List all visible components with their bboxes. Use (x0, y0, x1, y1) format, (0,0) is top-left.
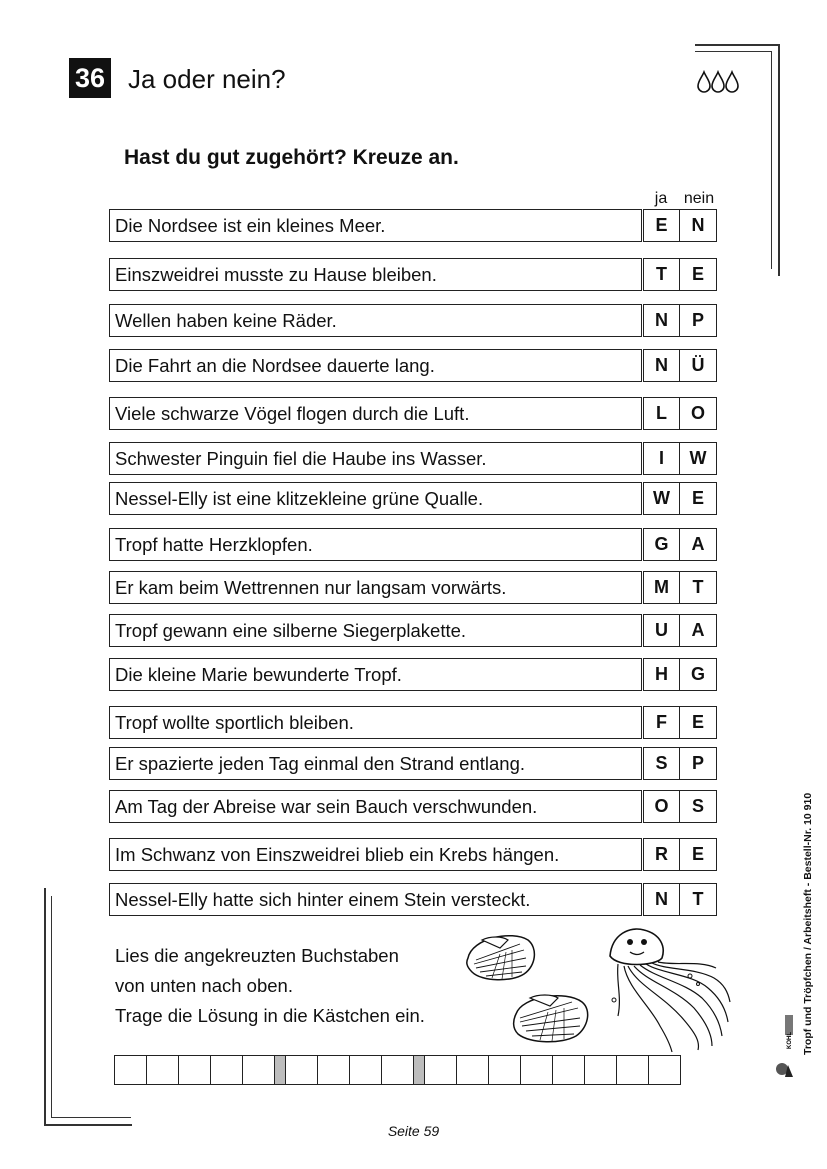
solution-box[interactable] (520, 1055, 553, 1085)
frame-line (695, 44, 779, 46)
answer-box-nein[interactable]: E (680, 706, 717, 739)
question-row (109, 790, 718, 823)
question-text: Die Nordsee ist ein kleines Meer. (109, 209, 642, 242)
solution-box[interactable] (349, 1055, 382, 1085)
question-row (109, 571, 718, 604)
question-row (109, 706, 718, 739)
solution-box[interactable] (424, 1055, 457, 1085)
answer-box-nein[interactable]: G (680, 658, 717, 691)
shell-icon (462, 930, 540, 984)
solution-box[interactable] (317, 1055, 350, 1085)
question-row (109, 482, 718, 515)
answer-box-nein[interactable]: T (680, 571, 717, 604)
question-text: Die Fahrt an die Nordsee dauerte lang. (109, 349, 642, 382)
frame-line (51, 1117, 131, 1118)
question-text: Am Tag der Abreise war sein Bauch verschwunden. (109, 790, 642, 823)
drops-icon (697, 70, 741, 94)
answer-box-nein[interactable]: T (680, 883, 717, 916)
answer-box-nein[interactable]: O (680, 397, 717, 430)
jellyfish-icon (604, 926, 734, 1054)
answer-box-ja[interactable]: T (643, 258, 680, 291)
answer-box-ja[interactable]: N (643, 304, 680, 337)
answer-box-nein[interactable]: Ü (680, 349, 717, 382)
shell-icon (508, 990, 594, 1046)
solution-box[interactable] (242, 1055, 275, 1085)
question-row (109, 349, 718, 382)
column-header-nein: nein (683, 190, 715, 207)
answer-box-ja[interactable]: I (643, 442, 680, 475)
solution-box[interactable] (381, 1055, 414, 1085)
question-text: Schwester Pinguin fiel die Haube ins Wasser. (109, 442, 642, 475)
question-text: Nessel-Elly hatte sich hinter einem Stein versteckt. (109, 883, 642, 916)
question-text: Tropf wollte sportlich bleiben. (109, 706, 642, 739)
frame-line (51, 896, 52, 1118)
exercise-number-badge: 36 (69, 58, 111, 98)
answer-box-ja[interactable]: S (643, 747, 680, 780)
answer-box-ja[interactable]: L (643, 397, 680, 430)
question-row (109, 209, 718, 242)
answer-box-nein[interactable]: A (680, 614, 717, 647)
answer-box-ja[interactable]: O (643, 790, 680, 823)
question-text: Tropf hatte Herzklopfen. (109, 528, 642, 561)
solution-box[interactable] (210, 1055, 243, 1085)
answer-box-ja[interactable]: F (643, 706, 680, 739)
svg-text:KOHL: KOHL (787, 1032, 793, 1049)
answer-box-nein[interactable]: A (680, 528, 717, 561)
solution-box[interactable] (648, 1055, 681, 1085)
answer-box-nein[interactable]: P (680, 747, 717, 780)
question-text: Die kleine Marie bewunderte Tropf. (109, 658, 642, 691)
frame-line (695, 51, 771, 52)
question-row (109, 304, 718, 337)
question-text: Wellen haben keine Räder. (109, 304, 642, 337)
question-text: Er kam beim Wettrennen nur langsam vorwärts. (109, 571, 642, 604)
task-line: Lies die angekreuzten Buchstaben (115, 945, 399, 966)
question-row (109, 747, 718, 780)
instruction-text: Hast du gut zugehört? Kreuze an. (124, 146, 459, 169)
solution-box[interactable] (285, 1055, 318, 1085)
solution-box[interactable] (488, 1055, 521, 1085)
page-number: Seite 59 (387, 1123, 440, 1139)
answer-box-ja[interactable]: E (643, 209, 680, 242)
answer-box-ja[interactable]: M (643, 571, 680, 604)
question-row (109, 258, 718, 291)
question-row (109, 658, 718, 691)
question-text: Tropf gewann eine silberne Siegerplakette. (109, 614, 642, 647)
solution-box[interactable] (146, 1055, 179, 1085)
solution-box[interactable] (456, 1055, 489, 1085)
question-row (109, 838, 718, 871)
question-text: Er spazierte jeden Tag einmal den Strand entlang. (109, 747, 642, 780)
answer-box-nein[interactable]: E (680, 482, 717, 515)
column-header-ja: ja (654, 190, 668, 207)
side-publisher-text: Tropf und Tröpfchen / Arbeitsheft - Bestell-Nr. 10 910 (802, 792, 814, 1055)
frame-line (778, 44, 780, 276)
task-line: von unten nach oben. (115, 975, 293, 996)
question-row (109, 614, 718, 647)
question-text: Viele schwarze Vögel flogen durch die Luft. (109, 397, 642, 430)
answer-box-nein[interactable]: E (680, 838, 717, 871)
question-row (109, 397, 718, 430)
question-row (109, 883, 718, 916)
solution-box[interactable] (552, 1055, 585, 1085)
answer-box-nein[interactable]: S (680, 790, 717, 823)
answer-box-ja[interactable]: W (643, 482, 680, 515)
answer-box-nein[interactable]: P (680, 304, 717, 337)
question-text: Nessel-Elly ist eine klitzekleine grüne Qualle. (109, 482, 642, 515)
answer-box-ja[interactable]: U (643, 614, 680, 647)
question-row (109, 528, 718, 561)
task-line: Trage die Lösung in die Kästchen ein. (115, 1005, 425, 1026)
page-title: Ja oder nein? (128, 64, 286, 94)
solution-box[interactable] (584, 1055, 617, 1085)
answer-box-ja[interactable]: N (643, 349, 680, 382)
answer-box-ja[interactable]: H (643, 658, 680, 691)
solution-box[interactable] (114, 1055, 147, 1085)
frame-line (44, 888, 46, 1126)
answer-box-ja[interactable]: R (643, 838, 680, 871)
answer-boxes (114, 1055, 680, 1085)
question-text: Einszweidrei musste zu Hause bleiben. (109, 258, 642, 291)
solution-box[interactable] (178, 1055, 211, 1085)
answer-box-ja[interactable]: G (643, 528, 680, 561)
answer-box-nein[interactable]: E (680, 258, 717, 291)
question-text: Im Schwanz von Einszweidrei blieb ein Krebs hängen. (109, 838, 642, 871)
kohl-logo-icon (775, 1015, 797, 1079)
solution-box[interactable] (616, 1055, 649, 1085)
answer-box-nein[interactable]: W (680, 442, 717, 475)
answer-box-nein[interactable]: N (680, 209, 717, 242)
question-row (109, 442, 718, 475)
frame-line (771, 51, 772, 269)
answer-box-ja[interactable]: N (643, 883, 680, 916)
